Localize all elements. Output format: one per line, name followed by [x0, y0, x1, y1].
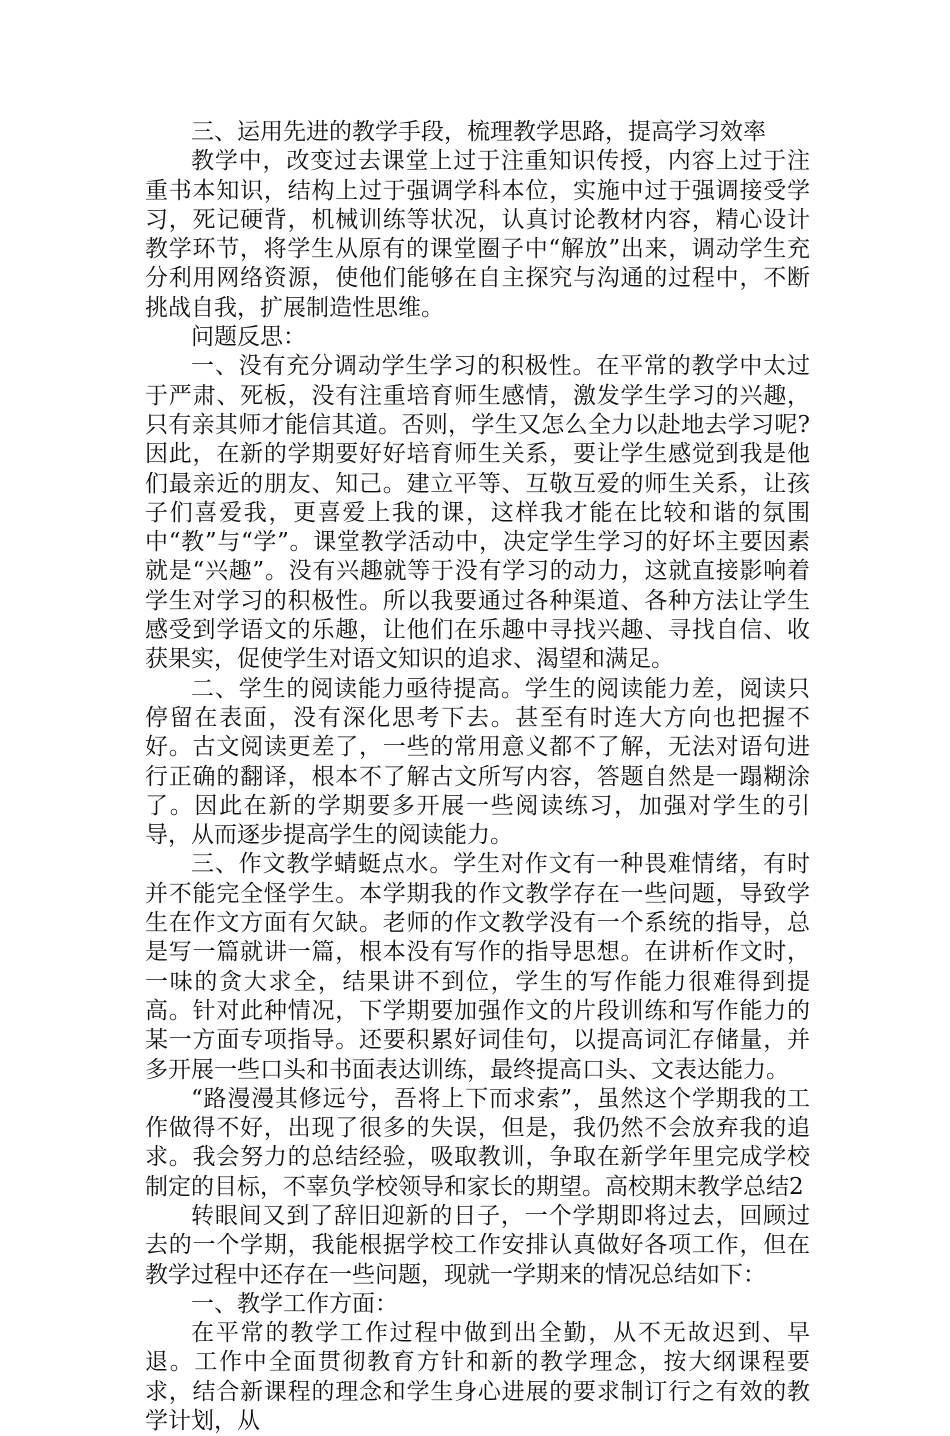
paragraph-reflection-writing: 三、作文教学蜻蜓点水。学生对作文有一种畏难情绪，有时并不能完全怪学生。本学期我的作文教学存在一些问题，导致学生在作文方面有欠缺。老师的作文教学没有一个系统的指导，总是写一篇就讲一篇，根本没有写作的指导思想。在讲析作文时，一味的贪大求全，结果讲不到位，学生的写作能力很难得到提高。针对此种情况，下学期要加强作文的片段训练和写作能力的某一方面专项指导。还要积累好词佳句，以提高词汇存储量，并多开展一些口头和书面表达训练，最终提高口头、文表达能力。	[145, 851, 810, 1083]
paragraph-teaching-reform: 教学中，改变过去课堂上过于注重知识传授，内容上过于注重书本知识，结构上过于强调学科本位，实施中过于强调接受学习，死记硬背，机械训练等状况，认真讨论教材内容，精心设计教学环节，将学生从原有的课堂圈子中“解放”出来，调动学生充分利用网络资源，使他们能够在自主探究与沟通的过程中，不断挑战自我，扩展制造性思维。	[145, 148, 810, 321]
paragraph-reflection-motivation: 一、没有充分调动学生学习的积极性。在平常的教学中太过于严肃、死板，没有注重培育师生感情，激发学生学习的兴趣，只有亲其师才能信其道。否则，学生又怎么全力以赴地去学习呢?因此，在新的学期要好好培育师生关系，要让学生感觉到我是他们最亲近的朋友、知己。建立平等、互敬互爱的师生关系，让孩子们喜爱我，更喜爱上我的课，这样我才能在比较和谐的氛围中“教”与“学”。课堂教学活动中，决定学生学习的好坏主要因素就是“兴趣”。没有兴趣就等于没有学习的动力，这就直接影响着学生对学习的积极性。所以我要通过各种渠道、各种方法让学生感受到学语文的乐趣，让他们在乐趣中寻找兴趣、寻找自信、收获果实，促使学生对语文知识的追求、渴望和满足。	[145, 353, 810, 673]
paragraph-conclusion: “路漫漫其修远兮，吾将上下而求索”，虽然这个学期我的工作做得不好，出现了很多的失误，但是，我仍然不会放弃我的追求。我会努力的总结经验，吸取教训，争取在新学年里完成学校制定的目标，不辜负学校领导和家长的期望。高校期末教学总结2	[145, 1085, 810, 1200]
paragraph-summary-intro: 转眼间又到了辞旧迎新的日子，一个学期即将过去，回顾过去的一个学期，我能根据学校工作安排认真做好各项工作，但在教学过程中还存在一些问题，现就一学期来的情况总结如下：	[145, 1202, 810, 1288]
section-heading-teaching-methods: 三、运用先进的教学手段，梳理教学思路，提高学习效率	[191, 119, 766, 145]
document-page	[145, 118, 810, 1436]
paragraph-reflection-reading: 二、学生的阅读能力亟待提高。学生的阅读能力差，阅读只停留在表面，没有深化思考下去。甚至有时连大方向也把握不好。古文阅读更差了，一些的常用意义都不了解，无法对语句进行正确的翻译，根本不了解古文所写内容，答题自然是一蹋糊涂了。因此在新的学期要多开展一些阅读练习，加强对学生的引导，从而逐步提高学生的阅读能力。	[145, 675, 810, 849]
section-heading-teaching-work: 一、教学工作方面：	[191, 1290, 398, 1317]
paragraph-teaching-work: 在平常的教学工作过程中做到出全勤，从不无故迟到、早退。工作中全面贯彻教育方针和新的教学理念，按大纲课程要求，结合新课程的理念和学生身心进展的要求制订行之有效的教学计划，从	[145, 1320, 810, 1435]
section-heading-reflection: 问题反思：	[191, 324, 306, 351]
